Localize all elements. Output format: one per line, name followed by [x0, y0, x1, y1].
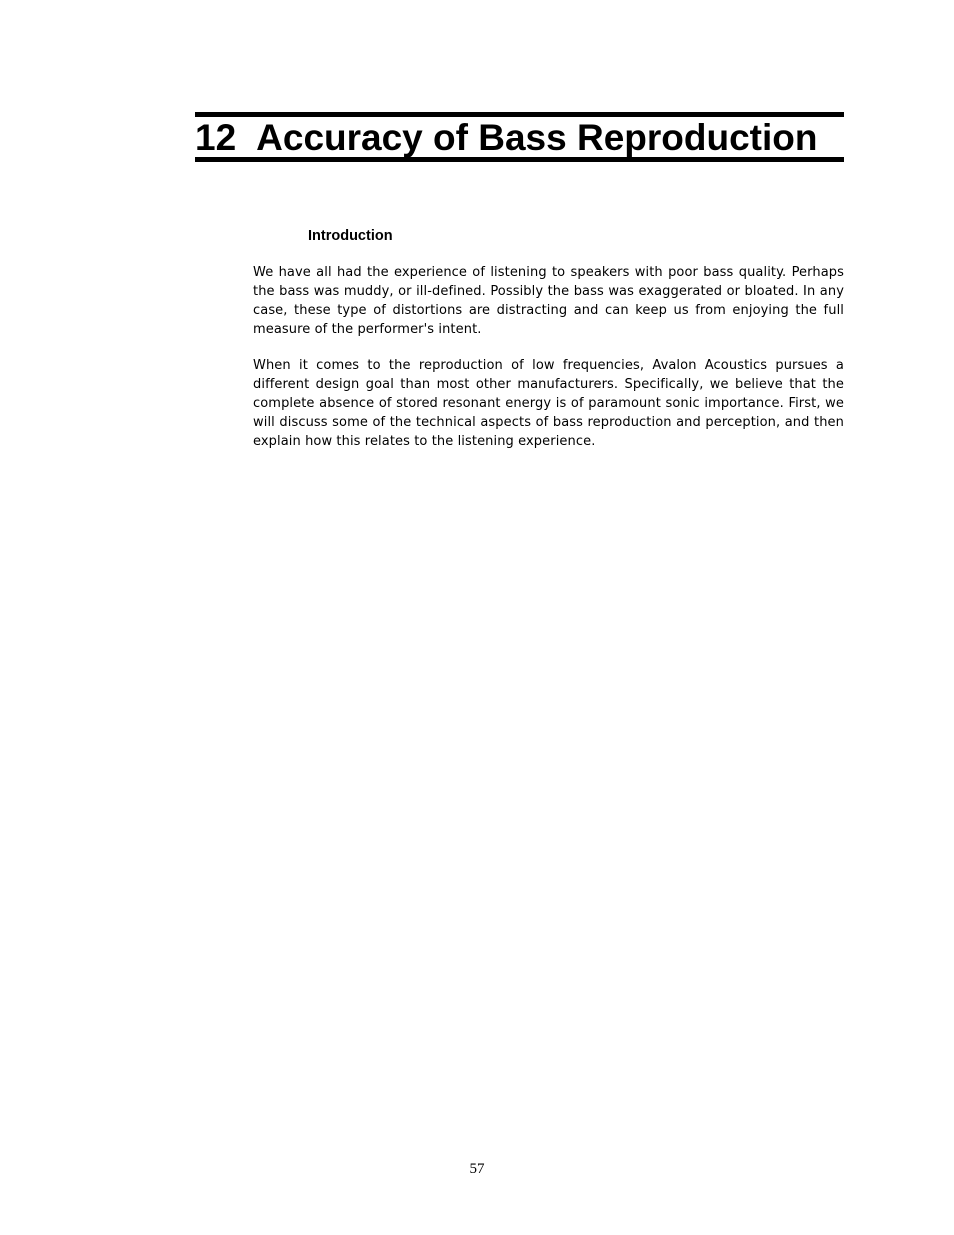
body-paragraph: We have all had the experience of listening to speakers with poor bass quality. Perhaps the bass was muddy, or ill-defined. Possibly the bass was exaggerated or bloated. In any case, these type of distortions are distracting and can keep us from enjoying the full measure of the performer's intent. [253, 265, 844, 337]
page-number: 57 [469, 1161, 485, 1177]
chapter-title-text: Accuracy of Bass Reproduction [256, 117, 818, 158]
chapter-header [195, 112, 844, 162]
chapter-title [195, 119, 817, 156]
section-heading: Introduction [308, 228, 393, 244]
body-paragraph: When it comes to the reproduction of low frequencies, Avalon Acoustics pursues a different design goal than most other manufacturers. Specifically, we believe that the complete absence of stored resonant energy is of paramount sonic importance. First, we will discuss some of the technical aspects of bass reproduction and perception, and then explain how this relates to the listening experience. [253, 358, 844, 449]
chapter-number: 12 [195, 117, 237, 158]
